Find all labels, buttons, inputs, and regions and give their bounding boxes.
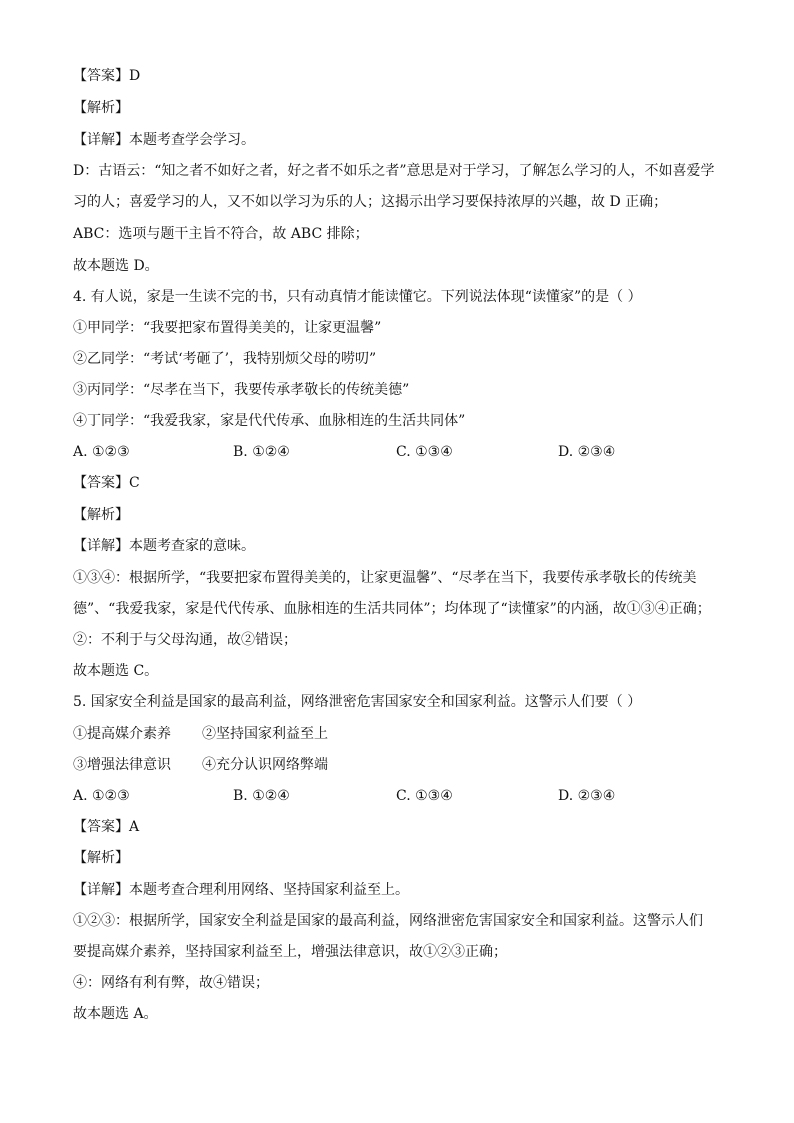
q5-explain-3: ④：网络有利有弊，故④错误；	[73, 975, 269, 991]
q4-explain-2: 德”、“我爱我家，家是代代传承、血脉相连的生活共同体”；均体现了“读懂家”的内涵，故①③④正确；	[73, 601, 711, 617]
q3-detail	[73, 130, 255, 150]
detail-tag: 【详解】	[73, 132, 129, 148]
answer-tag: 【答案】	[73, 475, 129, 491]
q3-explain-2: 习的人；喜爱学习的人，又不如以学习为乐的人；这揭示出学习要保持浓厚的兴趣，故 D 正确；	[73, 194, 668, 210]
q5-answer	[73, 817, 139, 837]
q5-option-b: B. ①②④	[233, 788, 290, 804]
detail-text: 本题考查家的意味。	[129, 538, 255, 554]
q4-item-1: ①甲同学：“我要把家布置得美美的，让家更温馨”	[73, 320, 382, 336]
q5-stem: 5. 国家安全利益是国家的最高利益，网络泄密危害国家安全和国家利益。这警示人们要（ ）	[73, 694, 642, 710]
q5-item-2: ②坚持国家利益至上	[202, 726, 328, 742]
q4-option-d: D. ②③④	[558, 444, 616, 460]
answer-tag: 【答案】	[73, 68, 129, 84]
detail-tag: 【详解】	[73, 538, 129, 554]
q4-explain-1: ①③④：根据所学，“我要把家布置得美美的，让家更温馨”、“尽孝在当下，我要传承孝敬长的传统美	[73, 570, 697, 586]
q4-item-4: ④丁同学：“我爱我家，家是代代传承、血脉相连的生活共同体”	[73, 413, 466, 429]
detail-text: 本题考查合理利用网络、坚持国家利益至上。	[129, 882, 409, 898]
answer-value: C	[129, 475, 140, 491]
q5-detail	[73, 880, 409, 900]
q5-option-a: A. ①②③	[73, 788, 130, 804]
q3-explain-3: ABC：选项与题干主旨不符合，故 ABC 排除；	[73, 226, 369, 242]
q4-option-c: C. ①③④	[396, 444, 453, 460]
q4-stem: 4. 有人说，家是一生读不完的书，只有动真情才能读懂它。下列说法体现“读懂家”的是（ ）	[73, 289, 642, 305]
q4-option-a: A. ①②③	[73, 444, 130, 460]
q4-item-2: ②乙同学：“考试‘考砸了’，我特别烦父母的唠叨”	[73, 351, 377, 367]
detail-tag: 【详解】	[73, 882, 129, 898]
answer-value: D	[129, 68, 141, 84]
q5-explain-1: ①②③：根据所学，国家安全利益是国家的最高利益，网络泄密危害国家安全和国家利益。这警示人们	[73, 913, 703, 929]
q5-option-c: C. ①③④	[396, 788, 453, 804]
q5-item-3: ③增强法律意识	[73, 757, 171, 773]
answer-tag: 【答案】	[73, 819, 129, 835]
q3-explain-1: D：古语云：“知之者不如好之者，好之者不如乐之者”意思是对于学习，了解怎么学习的人，不如喜爱学	[73, 163, 715, 179]
q4-analysis-tag: 【解析】	[73, 507, 129, 523]
q4-option-b: B. ①②④	[233, 444, 290, 460]
q5-explain-2: 要提高媒介素养，坚持国家利益至上，增强法律意识，故①②③正确；	[73, 944, 507, 960]
q3-analysis-tag: 【解析】	[73, 100, 129, 116]
q4-item-3: ③丙同学：“尽孝在当下，我要传承孝敬长的传统美德”	[73, 382, 410, 398]
q3-conclusion: 故本题选 D。	[73, 258, 159, 274]
q4-detail	[73, 536, 255, 556]
q5-analysis-tag: 【解析】	[73, 850, 129, 866]
q5-item-1: ①提高媒介素养	[73, 726, 171, 742]
q4-conclusion: 故本题选 C。	[73, 663, 159, 679]
q3-answer	[73, 66, 140, 86]
answer-value: A	[129, 819, 140, 835]
q5-conclusion: 故本题选 A。	[73, 1006, 158, 1022]
detail-text: 本题考查学会学习。	[129, 132, 255, 148]
q5-option-d: D. ②③④	[558, 788, 616, 804]
q4-answer	[73, 473, 140, 493]
q5-item-4: ④充分认识网络弊端	[202, 757, 328, 773]
q4-explain-3: ②：不利于与父母沟通，故②错误；	[73, 632, 297, 648]
